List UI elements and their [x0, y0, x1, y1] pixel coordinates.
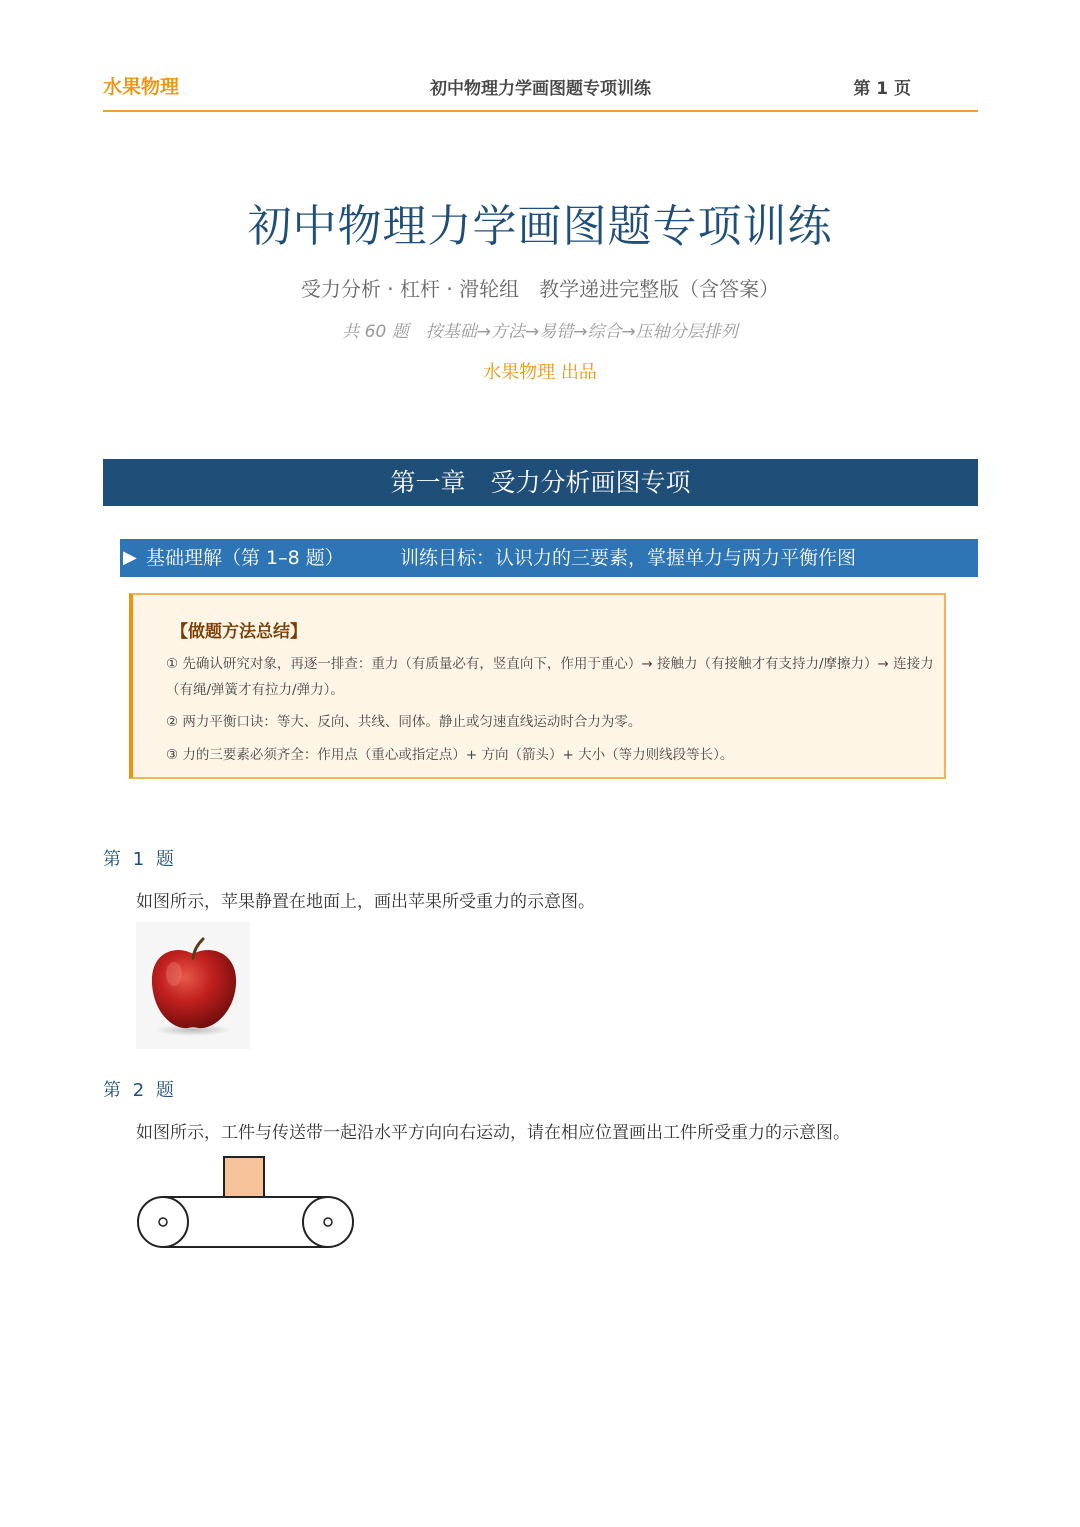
method-line-3: ③ 力的三要素必须齐全：作用点（重心或指定点）+ 方向（箭头）+ 大小（等力则线段等长）。: [166, 747, 734, 763]
document-subtitle: 受力分析 · 杠杆 · 滑轮组 教学递进完整版（含答案）: [300, 277, 780, 301]
conveyor-belt-figure: [136, 1155, 358, 1255]
page-header: [103, 68, 978, 112]
method-line-1: ① 先确认研究对象，再逐一排查：重力（有质量必有，竖直向下，作用于重心）→ 接触力（有接触才有支持力/摩擦力）→ 连接力（有绳/弹簧才有拉力/弹力）。: [166, 656, 934, 698]
method-summary-box: [129, 593, 946, 779]
play-arrow-icon: ▶: [123, 547, 137, 568]
method-line-2: ② 两力平衡口诀：等大、反向、共线、同体。静止或匀速直线运动时合力为零。: [166, 714, 642, 730]
method-summary-title: 【做题方法总结】: [171, 622, 307, 642]
chapter-heading: 第一章 受力分析画图专项: [103, 459, 978, 506]
section-goal: 训练目标：认识力的三要素，掌握单力与两力平衡作图: [400, 547, 857, 569]
document-title: 初中物理力学画图题专项训练: [247, 201, 833, 252]
conveyor-diagram: [136, 1155, 358, 1251]
question-2-text: 如图所示，工件与传送带一起沿水平方向向右运动，请在相应位置画出工件所受重力的示意图。: [136, 1123, 850, 1143]
workpiece-block: [224, 1157, 264, 1197]
header-doc-title: 初中物理力学画图题专项训练: [430, 79, 651, 99]
apple-image: [136, 922, 250, 1049]
section-title: 基础理解（第 1–8 题）: [146, 547, 344, 569]
question-1-text: 如图所示，苹果静置在地面上，画出苹果所受重力的示意图。: [136, 892, 595, 912]
document-structure-note: 共 60 题 按基础→方法→易错→综合→压轴分层排列: [342, 322, 738, 342]
question-2-title: 第 2 题: [103, 1080, 177, 1101]
publisher-credit: 水果物理 出品: [483, 362, 597, 383]
question-1-title: 第 1 题: [103, 849, 177, 870]
header-page-number: 第 1 页: [853, 79, 911, 99]
header-brand: 水果物理: [103, 76, 180, 98]
apple-illustration: [136, 922, 250, 1049]
section-heading: [120, 539, 978, 577]
